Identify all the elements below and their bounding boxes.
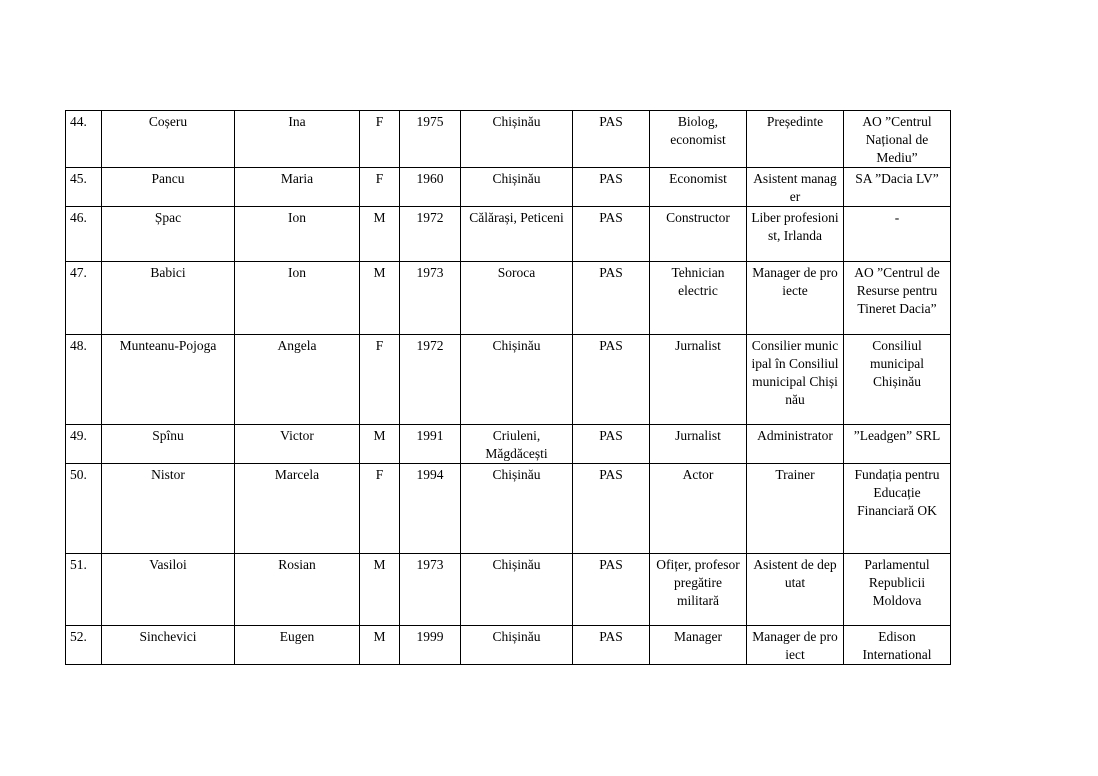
first-name-cell: Marcela xyxy=(235,464,360,554)
table-body xyxy=(66,111,951,665)
first-name-cell: Ina xyxy=(235,111,360,168)
locality-cell: Chișinău xyxy=(461,335,573,425)
birth-year-cell: 1999 xyxy=(400,626,461,665)
surname-cell: Șpac xyxy=(102,207,235,262)
position-cell: Asistent de deputat xyxy=(747,554,844,626)
profession-cell: Actor xyxy=(650,464,747,554)
row-number-cell: 50. xyxy=(66,464,102,554)
table-row xyxy=(66,111,951,168)
birth-year-cell: 1972 xyxy=(400,335,461,425)
locality-cell: Chișinău xyxy=(461,626,573,665)
surname-cell: Sinchevici xyxy=(102,626,235,665)
profession-cell: Constructor xyxy=(650,207,747,262)
first-name-cell: Maria xyxy=(235,168,360,207)
sex-cell: M xyxy=(360,262,400,335)
row-number-cell: 51. xyxy=(66,554,102,626)
table-row xyxy=(66,335,951,425)
workplace-cell: AO ”Centrul de Resurse pentru Tineret Dacia” xyxy=(844,262,951,335)
workplace-cell: AO ”Centrul Național de Mediu” xyxy=(844,111,951,168)
workplace-cell: Fundația pentru Educație Financiară OK xyxy=(844,464,951,554)
row-number-cell: 45. xyxy=(66,168,102,207)
row-number-cell: 52. xyxy=(66,626,102,665)
candidates-table xyxy=(65,110,951,665)
position-cell: Consilier municipal în Consiliul municipal Chișinău xyxy=(747,335,844,425)
birth-year-cell: 1994 xyxy=(400,464,461,554)
party-cell: PAS xyxy=(573,168,650,207)
first-name-cell: Ion xyxy=(235,207,360,262)
birth-year-cell: 1991 xyxy=(400,425,461,464)
surname-cell: Vasiloi xyxy=(102,554,235,626)
surname-cell: Spînu xyxy=(102,425,235,464)
profession-cell: Manager xyxy=(650,626,747,665)
birth-year-cell: 1960 xyxy=(400,168,461,207)
row-number-cell: 47. xyxy=(66,262,102,335)
locality-cell: Călărași, Peticeni xyxy=(461,207,573,262)
table-row xyxy=(66,464,951,554)
birth-year-cell: 1975 xyxy=(400,111,461,168)
workplace-cell: ”Leadgen” SRL xyxy=(844,425,951,464)
profession-cell: Jurnalist xyxy=(650,425,747,464)
sex-cell: M xyxy=(360,425,400,464)
surname-cell: Munteanu-Pojoga xyxy=(102,335,235,425)
position-cell: Asistent manager xyxy=(747,168,844,207)
profession-cell: Ofițer, profesor pregătire militară xyxy=(650,554,747,626)
first-name-cell: Victor xyxy=(235,425,360,464)
first-name-cell: Angela xyxy=(235,335,360,425)
surname-cell: Pancu xyxy=(102,168,235,207)
position-cell: Manager de proiecte xyxy=(747,262,844,335)
sex-cell: F xyxy=(360,464,400,554)
table-row xyxy=(66,554,951,626)
sex-cell: F xyxy=(360,111,400,168)
party-cell: PAS xyxy=(573,626,650,665)
first-name-cell: Eugen xyxy=(235,626,360,665)
position-cell: Administrator xyxy=(747,425,844,464)
locality-cell: Criuleni, Măgdăcești xyxy=(461,425,573,464)
profession-cell: Biolog, economist xyxy=(650,111,747,168)
table-row xyxy=(66,207,951,262)
locality-cell: Soroca xyxy=(461,262,573,335)
first-name-cell: Rosian xyxy=(235,554,360,626)
party-cell: PAS xyxy=(573,425,650,464)
sex-cell: M xyxy=(360,626,400,665)
surname-cell: Coșeru xyxy=(102,111,235,168)
sex-cell: M xyxy=(360,554,400,626)
surname-cell: Babici xyxy=(102,262,235,335)
locality-cell: Chișinău xyxy=(461,168,573,207)
party-cell: PAS xyxy=(573,111,650,168)
first-name-cell: Ion xyxy=(235,262,360,335)
row-number-cell: 49. xyxy=(66,425,102,464)
party-cell: PAS xyxy=(573,464,650,554)
table-row xyxy=(66,626,951,665)
sex-cell: F xyxy=(360,168,400,207)
position-cell: Trainer xyxy=(747,464,844,554)
table-row xyxy=(66,425,951,464)
table-row xyxy=(66,168,951,207)
locality-cell: Chișinău xyxy=(461,111,573,168)
row-number-cell: 48. xyxy=(66,335,102,425)
birth-year-cell: 1972 xyxy=(400,207,461,262)
workplace-cell: Consiliul municipal Chișinău xyxy=(844,335,951,425)
sex-cell: F xyxy=(360,335,400,425)
locality-cell: Chișinău xyxy=(461,464,573,554)
profession-cell: Tehnician electric xyxy=(650,262,747,335)
position-cell: Liber profesionist, Irlanda xyxy=(747,207,844,262)
party-cell: PAS xyxy=(573,262,650,335)
table-row xyxy=(66,262,951,335)
row-number-cell: 46. xyxy=(66,207,102,262)
workplace-cell: - xyxy=(844,207,951,262)
party-cell: PAS xyxy=(573,554,650,626)
party-cell: PAS xyxy=(573,207,650,262)
position-cell: Președinte xyxy=(747,111,844,168)
birth-year-cell: 1973 xyxy=(400,554,461,626)
profession-cell: Economist xyxy=(650,168,747,207)
birth-year-cell: 1973 xyxy=(400,262,461,335)
workplace-cell: Parlamentul Republicii Moldova xyxy=(844,554,951,626)
surname-cell: Nistor xyxy=(102,464,235,554)
position-cell: Manager de proiect xyxy=(747,626,844,665)
party-cell: PAS xyxy=(573,335,650,425)
workplace-cell: SA ”Dacia LV” xyxy=(844,168,951,207)
profession-cell: Jurnalist xyxy=(650,335,747,425)
sex-cell: M xyxy=(360,207,400,262)
workplace-cell: Edison International xyxy=(844,626,951,665)
row-number-cell: 44. xyxy=(66,111,102,168)
locality-cell: Chișinău xyxy=(461,554,573,626)
